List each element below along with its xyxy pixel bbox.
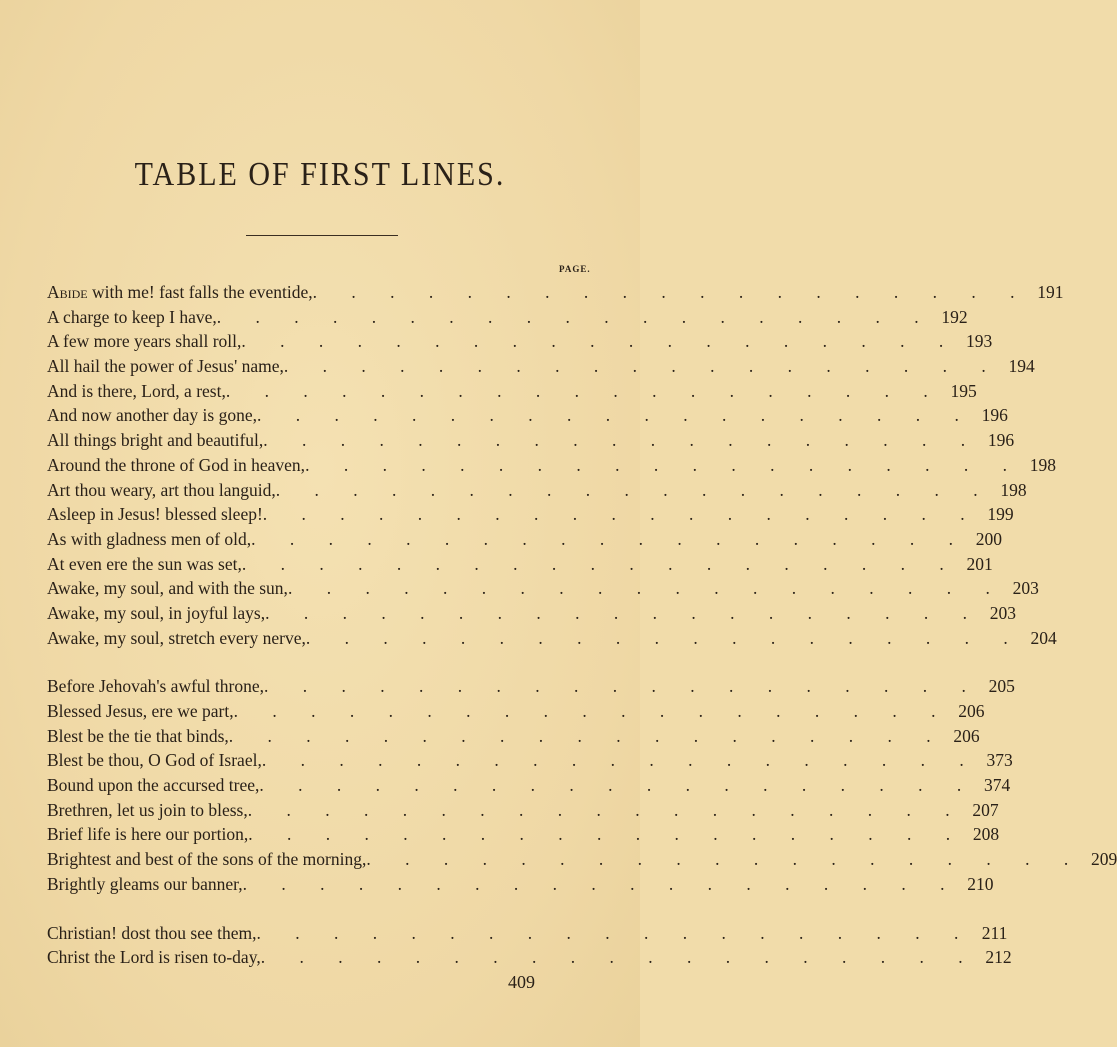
page-ref: 204 bbox=[1030, 627, 1057, 648]
page-ref: 209 bbox=[1090, 849, 1117, 870]
list-item bbox=[47, 453, 1056, 478]
list-item bbox=[47, 921, 1008, 946]
dot-leader: . . . . . . . . . . . . . . . . . . . bbox=[241, 331, 959, 352]
dot-leader: . . . . . . . . . . . . . . . . . . . bbox=[256, 922, 974, 943]
page-ref: 374 bbox=[983, 775, 1011, 796]
first-line-text: At even ere the sun was set, bbox=[47, 553, 242, 574]
dot-leader: . . . . . . . . . . . . . . . . . . . bbox=[261, 750, 979, 771]
page-column-heading: PAGE. bbox=[559, 264, 591, 274]
dot-leader: . . . . . . . . . . . . . . . . . . . bbox=[251, 528, 969, 549]
list-item bbox=[47, 626, 1057, 651]
dot-leader: . . . . . . . . . . . . . . . . . . . bbox=[247, 799, 965, 820]
dot-leader: . . . . . . . . . . . . . . . . . . . bbox=[228, 725, 946, 746]
dot-leader: . . . . . . . . . . . . . . . . . . . bbox=[312, 282, 1030, 302]
page-ref: 191 bbox=[1037, 282, 1064, 302]
dot-leader: . . . . . . . . . . . . . . . . . . . bbox=[248, 824, 966, 845]
list-item bbox=[47, 403, 1008, 428]
dot-leader: . . . . . . . . . . . . . . . . . . . bbox=[263, 430, 981, 451]
page-ref: 208 bbox=[972, 824, 1000, 845]
page-ref: 196 bbox=[987, 430, 1015, 451]
first-line-text: Before Jehovah's awful throne, bbox=[47, 676, 264, 697]
page-ref: 194 bbox=[1008, 356, 1035, 377]
first-line-text: Bound upon the accursed tree, bbox=[47, 775, 260, 796]
list-item bbox=[47, 674, 1015, 699]
dot-leader: . . . . . . . . . . . . . . . . . . . bbox=[216, 306, 934, 327]
list-item bbox=[47, 847, 1117, 872]
first-line-text: Awake, my soul, and with the sun, bbox=[47, 578, 288, 599]
first-line-text: A charge to keep I have, bbox=[47, 306, 217, 327]
first-line-text: Brightly gleams our banner, bbox=[47, 873, 243, 894]
list-item bbox=[47, 280, 1064, 305]
first-line-text: Blest be thou, O God of Israel, bbox=[47, 750, 262, 771]
dot-leader: . . . . . . . . . . . . . . . . . . . bbox=[262, 504, 980, 525]
first-lines-list bbox=[47, 280, 1117, 994]
dot-leader: . . . . . . . . . . . . . . . . . . . bbox=[305, 454, 1022, 475]
list-item bbox=[47, 872, 994, 897]
dot-leader: . . . . . . . . . . . . . . . . . . . bbox=[283, 356, 1001, 377]
list-item bbox=[47, 552, 993, 577]
dot-leader: . . . . . . . . . . . . . . . . . . . bbox=[275, 479, 993, 500]
page-ref: 201 bbox=[966, 553, 993, 574]
list-item bbox=[47, 527, 1003, 552]
entry-group bbox=[47, 280, 1064, 650]
page-ref: 203 bbox=[1012, 578, 1039, 599]
dot-leader: . . . . . . . . . . . . . . . . . . . bbox=[260, 947, 978, 968]
first-line-text: Around the throne of God in heaven, bbox=[47, 454, 306, 475]
page-ref: 206 bbox=[958, 701, 985, 721]
list-item bbox=[47, 773, 1011, 798]
dot-leader: . . . . . . . . . . . . . . . . . . . bbox=[305, 627, 1023, 648]
page-ref: 205 bbox=[988, 676, 1015, 697]
first-line-text: And is there, Lord, a rest, bbox=[47, 380, 226, 401]
list-item bbox=[47, 379, 977, 404]
page-ref: 198 bbox=[1029, 454, 1056, 475]
first-line-text: Abide with me! fast falls the eventide, bbox=[47, 282, 313, 302]
first-line-text: Awake, my soul, stretch every nerve, bbox=[47, 627, 306, 648]
dot-leader: . . . . . . . . . . . . . . . . . . . bbox=[225, 380, 943, 401]
dot-leader: . . . . . . . . . . . . . . . . . . . bbox=[233, 701, 951, 721]
entry-group bbox=[47, 921, 1012, 970]
dot-leader: . . . . . . . . . . . . . . . . . . . bbox=[241, 553, 959, 574]
dot-leader: . . . . . . . . . . . . . . . . . . . bbox=[263, 676, 981, 697]
first-line-text: A few more years shall roll, bbox=[47, 331, 242, 352]
list-item bbox=[47, 576, 1039, 601]
list-item bbox=[47, 724, 980, 749]
list-item bbox=[47, 748, 1013, 773]
page-ref: 211 bbox=[981, 922, 1008, 943]
list-item bbox=[47, 305, 968, 330]
list-item bbox=[47, 822, 1000, 847]
first-line-text: And now another day is gone, bbox=[47, 405, 257, 426]
first-line-text: Christian! dost thou see them, bbox=[47, 922, 257, 943]
page-ref: 212 bbox=[985, 947, 1012, 968]
first-line-text: Asleep in Jesus! blessed sleep! bbox=[47, 504, 263, 525]
first-line-text: Art thou weary, art thou languid, bbox=[47, 479, 276, 500]
page-ref: 192 bbox=[941, 306, 968, 327]
page-number: 409 bbox=[508, 972, 535, 992]
page-ref: 207 bbox=[972, 799, 999, 820]
page-ref: 203 bbox=[989, 602, 1016, 623]
list-item bbox=[47, 945, 1012, 970]
first-line-text: All hail the power of Jesus' name, bbox=[47, 356, 284, 377]
page-ref: 200 bbox=[975, 528, 1003, 549]
first-line-text: Christ the Lord is risen to-day, bbox=[47, 947, 261, 968]
list-item bbox=[47, 798, 999, 823]
first-line-text: Blest be the tie that binds, bbox=[47, 725, 229, 746]
page-ref: 206 bbox=[953, 725, 980, 746]
page-ref: 373 bbox=[986, 750, 1013, 771]
page-title: TABLE OF FIRST LINES. bbox=[134, 155, 506, 193]
first-line-text: Brethren, let us join to bless, bbox=[47, 799, 248, 820]
list-item bbox=[47, 329, 993, 354]
first-line-text: All things bright and beautiful, bbox=[47, 430, 264, 451]
list-item bbox=[47, 354, 1035, 379]
first-line-text: Brief life is here our portion, bbox=[47, 824, 249, 845]
dot-leader: . . . . . . . . . . . . . . . . . . . bbox=[256, 405, 974, 426]
page-ref: 193 bbox=[966, 331, 993, 352]
first-line-text: Blessed Jesus, ere we part, bbox=[47, 701, 234, 721]
page-ref: 199 bbox=[987, 504, 1014, 525]
list-item bbox=[47, 699, 985, 724]
first-line-text: As with gladness men of old, bbox=[47, 528, 252, 549]
first-line-text: Awake, my soul, in joyful lays, bbox=[47, 602, 266, 623]
dot-leader: . . . . . . . . . . . . . . . . . . . bbox=[287, 578, 1005, 599]
page-ref: 195 bbox=[950, 380, 977, 401]
title-rule bbox=[246, 235, 398, 236]
list-item bbox=[47, 601, 1016, 626]
page-ref: 198 bbox=[1000, 479, 1027, 500]
list-item bbox=[47, 428, 1015, 453]
page-ref: 210 bbox=[967, 873, 994, 894]
list-item bbox=[47, 502, 1014, 527]
dot-leader: . . . . . . . . . . . . . . . . . . . bbox=[259, 775, 977, 796]
dot-leader: . . . . . . . . . . . . . . . . . . . bbox=[242, 873, 960, 894]
first-line-text: Brightest and best of the sons of the morning, bbox=[47, 849, 367, 870]
page-ref: 196 bbox=[981, 405, 1008, 426]
entry-group bbox=[47, 674, 1117, 896]
list-item bbox=[47, 478, 1027, 503]
dot-leader: . . . . . . . . . . . . . . . . . . . bbox=[265, 602, 982, 623]
dot-leader: . . . . . . . . . . . . . . . . . . . bbox=[366, 849, 1084, 870]
